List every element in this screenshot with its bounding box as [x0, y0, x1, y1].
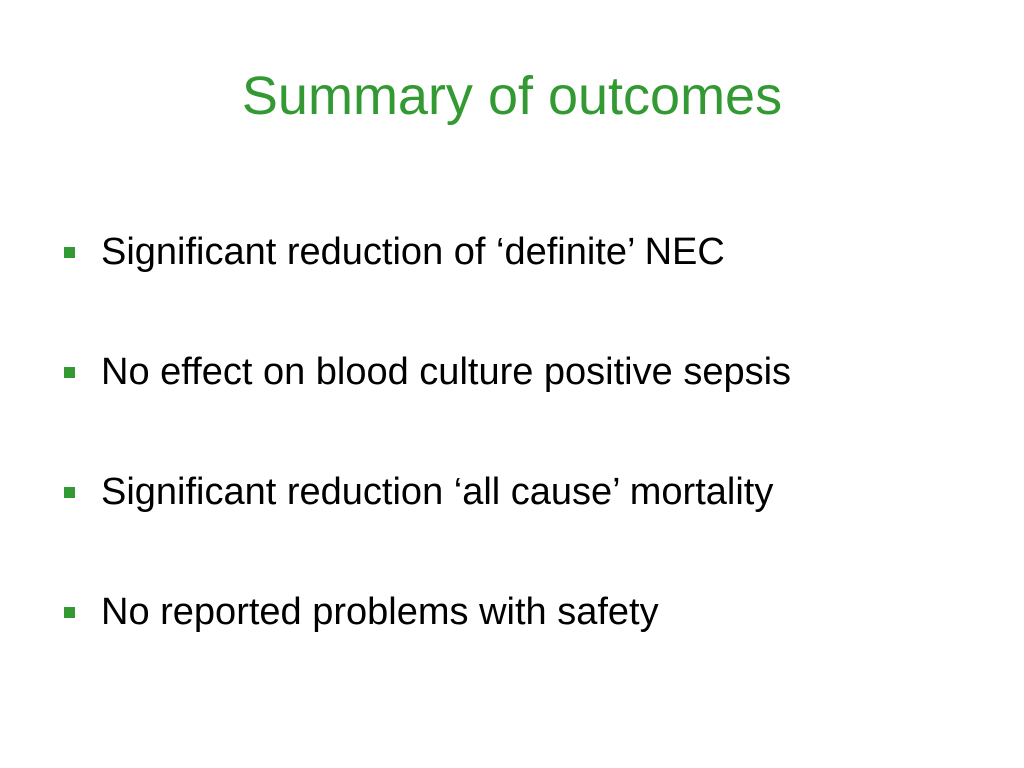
- bullet-item: [64, 466, 791, 518]
- bullet-list: [64, 226, 791, 706]
- bullet-item: [64, 226, 791, 278]
- square-bullet-icon: [64, 367, 75, 378]
- bullet-text: Significant reduction of ‘definite’ NEC: [101, 231, 725, 273]
- bullet-text: Significant reduction ‘all cause’ mortality: [101, 471, 774, 513]
- bullet-item: [64, 586, 791, 638]
- bullet-text: No effect on blood culture positive sepsis: [101, 351, 792, 393]
- bullet-item: [64, 346, 791, 398]
- square-bullet-icon: [64, 487, 75, 498]
- bullet-text: No reported problems with safety: [101, 591, 659, 633]
- square-bullet-icon: [64, 607, 75, 618]
- slide-title: Summary of outcomes: [241, 66, 783, 126]
- square-bullet-icon: [64, 247, 75, 258]
